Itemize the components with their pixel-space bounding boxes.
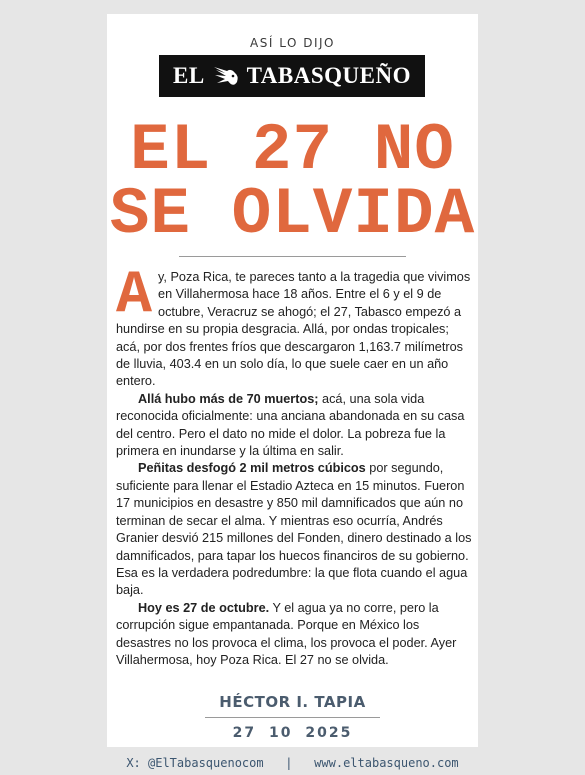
paragraph-2 [116, 391, 472, 461]
paragraph-4 [116, 600, 472, 670]
paragraph-1-text: y, Poza Rica, te pareces tanto a la tragedia que vivimos en Villahermosa hace 18 años. Entre el 6 y el 9 de octubre, Veracruz se ahogó; el 27, Tabasco empezó a hundirse en su propia desgracia. Allá, por ondas tropicales; acá, por dos frentes fríos que descargaron 1,163.7 milímetros de lluvia, 403.4 en un solo día, lo que suele caer en un año entero. [116, 270, 471, 389]
masthead-logo [159, 55, 425, 97]
drop-cap: A [116, 262, 153, 330]
bottom-divider [205, 717, 380, 718]
section-kicker: ASÍ LO DIJO [250, 36, 335, 50]
headline-line-1: EL 27 NO [130, 113, 455, 188]
paragraph-3-text: por segundo, suficiente para llenar el Estadio Azteca en 15 minutos. Fueron 17 municipios en desastre y 850 mil damnificados que aún no terminan de secar el alma. Y mientras eso ocurría, Andrés Granier desvió 215 millones del Fonden, dinero destinado a los damnificados, para tapar los huecos financiros de su gobierno. Esa es la verdadera podredumbre: la que flota cuando el agua baja. [116, 461, 472, 598]
headline-line-2: SE OLVIDA [109, 177, 476, 252]
paragraph-1 [116, 262, 472, 391]
paragraph-2-text: acá, una sola vida reconocida oficialmente: una anciana abandonada en su casa del centro. Pero el dato no mide el dolor. La pobreza fue la primera en inundarse y la última en salir. [116, 391, 465, 459]
paragraph-3-lead: Peñitas desfogó 2 mil metros cúbicos [138, 461, 366, 476]
paragraph-4-lead: Hoy es 27 de octubre. [138, 600, 270, 615]
article-card [107, 14, 478, 747]
masthead-right-word: TABASQUEÑO [246, 63, 411, 88]
plumed-head-icon [211, 61, 241, 91]
publish-date: 27 10 2025 [232, 725, 353, 741]
paragraph-2-lead: Allá hubo más de 70 muertos; [138, 391, 319, 406]
author-byline: HÉCTOR I. TAPIA [219, 693, 366, 711]
paragraph-3 [116, 460, 472, 599]
footer-links: X: @ElTabasquenocom | www.eltabasqueno.com [126, 756, 459, 770]
top-divider [179, 256, 406, 257]
article-body [116, 262, 472, 669]
paragraph-4-text: Y el agua ya no corre, pero la corrupción sigue empantanada. Porque en México los desastres no los provoca el clima, los provoca el poder. Ayer Villahermosa, hoy Poza Rica. El 27 no se olvida. [116, 600, 457, 667]
masthead-left-word: EL [172, 63, 205, 88]
